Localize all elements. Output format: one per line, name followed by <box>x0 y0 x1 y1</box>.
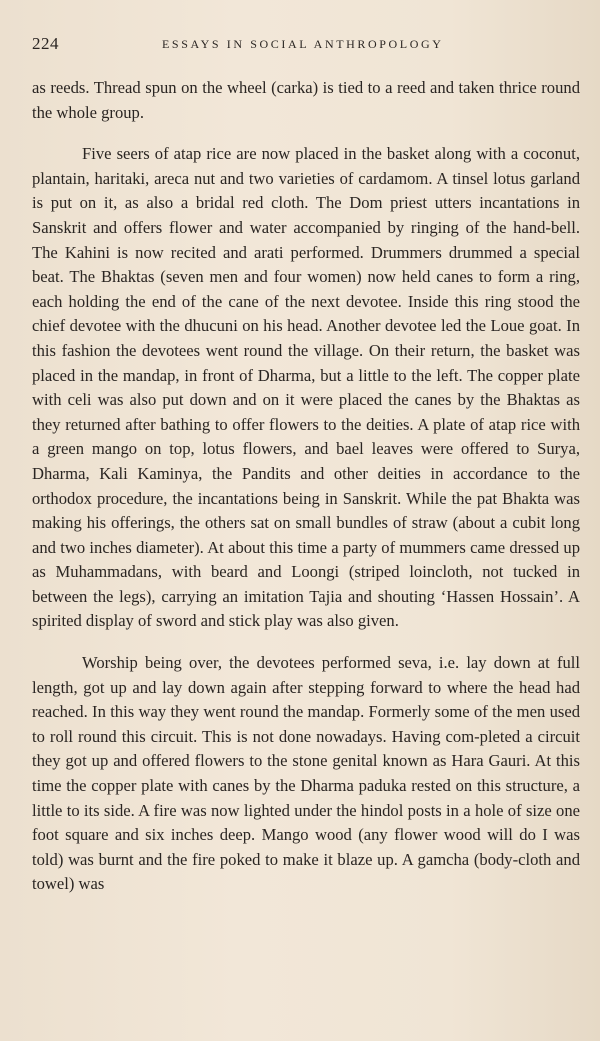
running-title: ESSAYS IN SOCIAL ANTHROPOLOGY <box>162 37 444 51</box>
page-number: 224 <box>32 34 59 53</box>
page-header <box>32 34 572 56</box>
paragraph-worship-seva: Worship being over, the devotees performed seva, i.e. lay down at full length, got up and lay down again after stepping forward to where the head had reached. In this way they went round the mandap. Formerly some of the men used to roll round this circuit. This is not done nowadays. Having com-pleted a circuit they got up and offered flowers to the stone genital known as Hara Gauri. At this time the copper plate with canes by the Dharma paduka rested on this structure, a little to its side. A fire was now lighted under the hindol posts in a hole of size one foot square and six inches deep. Mango wood (any flower wood will do I was told) was burnt and the fire poked to make it blaze up. A gamcha (body-cloth and towel) was <box>32 653 580 894</box>
paragraph-ritual-procession: Five seers of atap rice are now placed in the basket along with a coconut, plantain, haritaki, areca nut and two varieties of cardamom. A tinsel lotus garland is put on it, as also a bridal red cloth. The Dom priest utters incantations in Sanskrit and offers flower and water accompanied by ringing of the hand-bell. The Kahini is now recited and arati performed. Drummers drummed a special beat. The Bhaktas (seven men and four women) now held canes to form a ring, each holding the end of the cane of the next devotee. Inside this ring stood the chief devotee with the dhucuni on his head. Another devotee led the Loue goat. In this fashion the devotees went round the village. On their return, the basket was placed in the mandap, in front of Dharma, but a little to the left. The copper plate with celi was also put down and on it were placed the canes by the Bhaktas as they returned after bathing to offer flowers to the deities. A plate of atap rice with a green mango on top, lotus flowers, and bael leaves were offered to Surya, Dharma, Kali Kaminya, the Pandits and other deities in accordance to the orthodox procedure, the incantations being in Sanskrit. While the pat Bhakta was making his offerings, the others sat on small bundles of straw (about a cubit long and two inches diameter). At about this time a party of mummers came dressed up as Muhammadans, with beard and Loongi (striped loincloth, not tucked in between the legs), carrying an imitation Tajia and shouting ‘Hassen Hossain’. A spirited display of sword and stick play was also given. <box>32 144 580 631</box>
paragraph-continued: as reeds. Thread spun on the wheel (carka) is tied to a reed and taken thrice round the whole group. <box>32 78 580 122</box>
body-text <box>32 76 580 914</box>
